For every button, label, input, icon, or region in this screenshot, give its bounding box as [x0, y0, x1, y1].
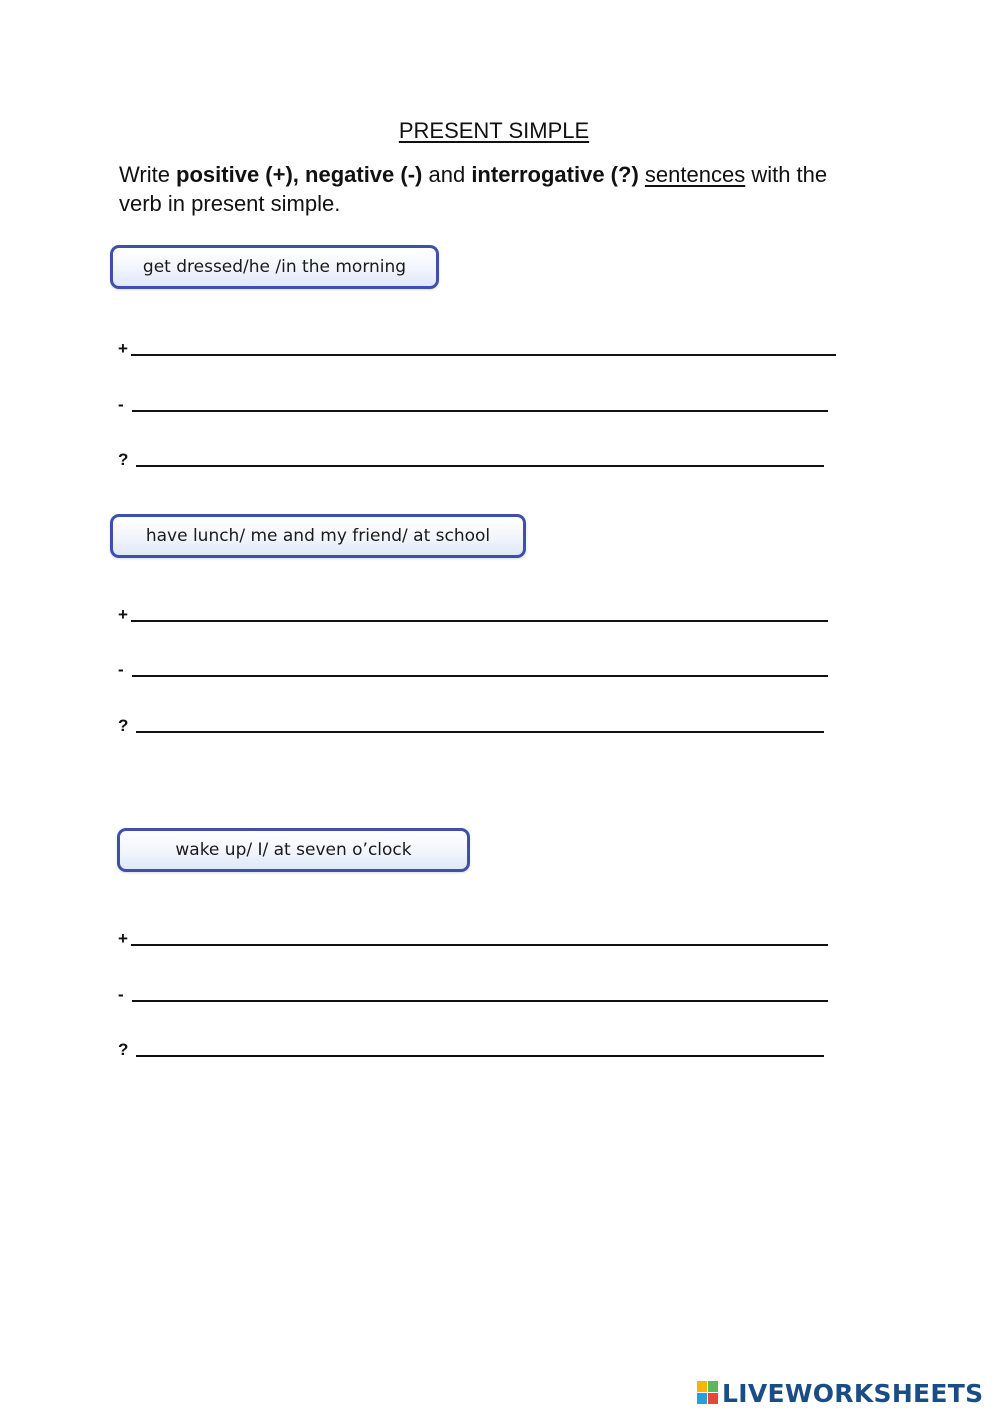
logo-square-green	[708, 1381, 718, 1392]
logo-square-yellow	[697, 1381, 707, 1392]
answer-line-question	[118, 1034, 826, 1058]
prompt-text: wake up/ I/ at seven o’clock	[175, 840, 412, 860]
instr-interrogative: interrogative (?)	[471, 162, 639, 187]
instr-negative: negative (-)	[298, 162, 423, 187]
positive-sign: +	[118, 929, 128, 948]
instructions	[119, 160, 859, 218]
answer-input[interactable]	[137, 442, 825, 464]
positive-sign: +	[118, 339, 128, 358]
logo-square-red	[708, 1393, 718, 1404]
answer-line-positive	[118, 333, 828, 357]
answer-line-negative	[118, 654, 830, 678]
answer-input[interactable]	[137, 1032, 825, 1054]
answer-rule	[131, 944, 828, 946]
answer-rule	[132, 1000, 828, 1002]
instr-and: and	[422, 162, 472, 187]
answer-rule	[136, 1055, 824, 1057]
positive-sign: +	[118, 605, 128, 624]
instr-write: Write	[119, 162, 177, 187]
logo-square-blue	[697, 1393, 707, 1404]
negative-sign: -	[118, 660, 124, 679]
answer-line-question	[118, 710, 826, 734]
answer-rule	[131, 354, 836, 356]
worksheet-title: PRESENT SIMPLE	[398, 118, 590, 143]
negative-sign: -	[118, 985, 124, 1004]
prompt-text: have lunch/ me and my friend/ at school	[145, 526, 491, 546]
instr-rest: with the verb in present simple.	[119, 162, 828, 216]
answer-input[interactable]	[132, 921, 830, 943]
answer-line-positive	[118, 599, 830, 623]
answer-rule	[136, 731, 824, 733]
answer-rule	[132, 410, 828, 412]
prompt-box	[110, 514, 526, 558]
answer-input[interactable]	[133, 387, 831, 409]
answer-input[interactable]	[132, 331, 830, 353]
answer-line-question	[118, 444, 826, 468]
answer-input[interactable]	[137, 708, 825, 730]
liveworksheets-logo	[697, 1379, 983, 1407]
prompt-text: get dressed/he /in the morning	[142, 257, 407, 277]
prompt-box	[110, 245, 439, 289]
question-sign: ?	[118, 716, 129, 735]
instr-sentences: sentences	[644, 162, 746, 187]
instr-positive: positive (+),	[176, 162, 299, 187]
question-sign: ?	[118, 450, 129, 469]
prompt-box	[117, 828, 470, 872]
answer-line-negative	[118, 389, 830, 413]
answer-input[interactable]	[132, 597, 830, 619]
answer-rule	[131, 620, 828, 622]
answer-input[interactable]	[133, 977, 831, 999]
answer-input[interactable]	[133, 652, 831, 674]
answer-line-positive	[118, 923, 830, 947]
question-sign: ?	[118, 1040, 129, 1059]
answer-line-negative	[118, 979, 830, 1003]
answer-rule	[136, 465, 824, 467]
answer-rule	[132, 675, 828, 677]
negative-sign: -	[118, 395, 124, 414]
brand-name: LIVEWORKSHEETS	[722, 1378, 984, 1408]
logo-mark-icon	[697, 1381, 719, 1405]
